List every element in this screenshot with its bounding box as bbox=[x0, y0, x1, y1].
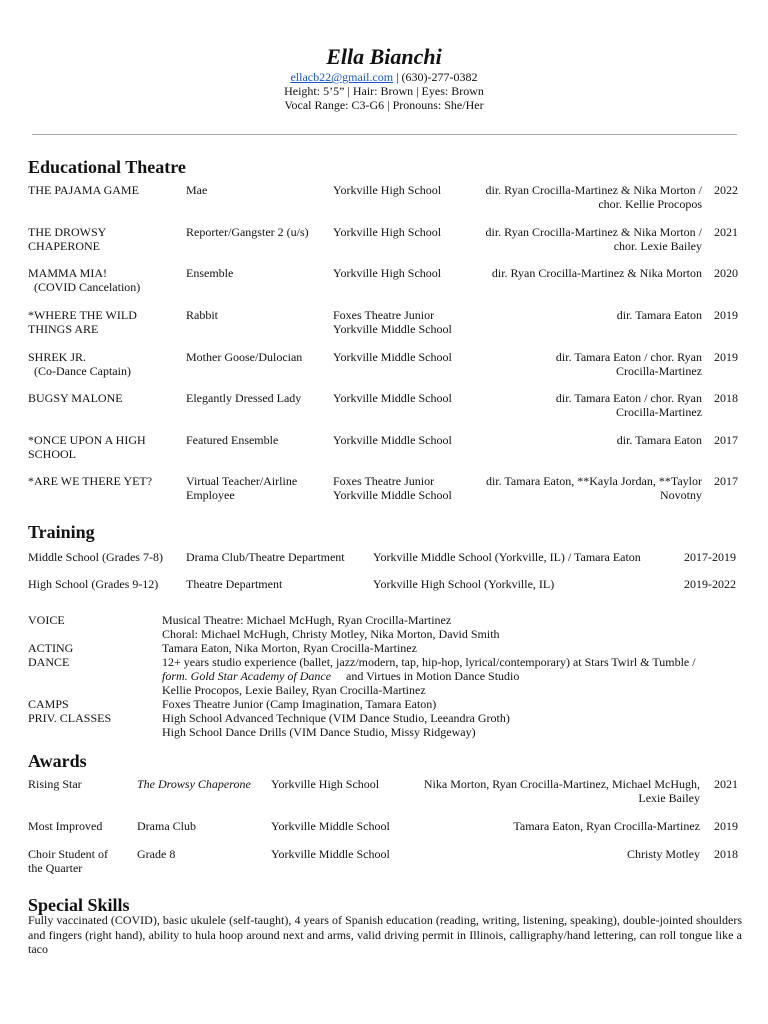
year-line: 2020 bbox=[714, 266, 738, 280]
show-title-line: THE DROWSY bbox=[28, 225, 107, 239]
award-venue-line: Yorkville Middle School bbox=[271, 819, 390, 833]
award-context bbox=[137, 777, 267, 791]
role-line: Virtual Teacher/Airline bbox=[186, 474, 298, 488]
training-detail-line bbox=[162, 711, 752, 725]
credits-line: chor. Kellie Procopos bbox=[598, 197, 702, 211]
venue-line: Foxes Theatre Junior bbox=[333, 474, 435, 488]
award-presenters-line: Christy Motley bbox=[626, 847, 700, 861]
award-context-line: Drama Club bbox=[137, 819, 196, 833]
credits-line: Crocilla-Martinez bbox=[616, 405, 702, 419]
role bbox=[186, 225, 331, 239]
award-year-line: 2021 bbox=[714, 777, 738, 791]
show-title bbox=[28, 474, 178, 488]
role-line: Rabbit bbox=[186, 308, 218, 322]
award-context-line: Grade 8 bbox=[137, 847, 176, 861]
role-line: Ensemble bbox=[186, 266, 234, 280]
training-detail-line bbox=[162, 655, 752, 669]
training-detail-line-line: Foxes Theatre Junior (Camp Imagination, Tamara Eaton) bbox=[162, 697, 437, 711]
email-link[interactable]: ellacb22@gmail.com bbox=[290, 70, 394, 84]
year-line: 2018 bbox=[714, 391, 738, 405]
resume-name: Ella Bianchi bbox=[326, 44, 442, 69]
training-detail-line-line: form. Gold Star Academy of Dance bbox=[162, 669, 332, 683]
credits bbox=[440, 183, 702, 211]
phone-number: | (630)-277-0382 bbox=[393, 70, 478, 84]
award-name-line: Choir Student of bbox=[28, 847, 108, 861]
venue-line: Yorkville Middle School bbox=[333, 488, 452, 502]
award-year bbox=[714, 777, 744, 791]
role bbox=[186, 433, 331, 447]
credits bbox=[440, 433, 702, 447]
venue-line: Yorkville Middle School bbox=[333, 391, 452, 405]
vocal-range: Vocal Range: C3-G6 | Pronouns: She/Her bbox=[284, 98, 484, 112]
credits-line: dir. Ryan Crocilla-Martinez & Nika Morton / bbox=[485, 183, 702, 197]
award-year bbox=[714, 819, 744, 833]
credits bbox=[440, 350, 702, 378]
year bbox=[714, 350, 744, 364]
credits bbox=[440, 391, 702, 419]
award-year bbox=[714, 847, 744, 861]
award-presenters bbox=[390, 819, 700, 833]
section-educational-theatre: Educational Theatre bbox=[28, 157, 186, 177]
credits bbox=[440, 308, 702, 322]
role bbox=[186, 350, 331, 364]
award-year-line: 2019 bbox=[714, 819, 738, 833]
venue-line: Yorkville High School bbox=[333, 183, 442, 197]
credits bbox=[440, 225, 702, 253]
training-category-label-line: DANCE bbox=[28, 655, 70, 669]
training-detail-line-line: 12+ years studio experience (ballet, jazz/modern, tap, hip-hop, lyrical/contemporary) at Stars Twirl & Tumble / bbox=[162, 655, 696, 669]
training-category-label-line: VOICE bbox=[28, 613, 65, 627]
credits-line: dir. Tamara Eaton bbox=[616, 433, 702, 447]
role-line: Mother Goose/Dulocian bbox=[186, 350, 303, 364]
training-detail-line-line: High School Dance Drills (VIM Dance Studio, Missy Ridgeway) bbox=[162, 725, 476, 739]
award-name bbox=[28, 819, 138, 833]
show-title-line: (Co-Dance Captain) bbox=[28, 364, 131, 378]
year bbox=[714, 433, 744, 447]
credits bbox=[440, 474, 702, 502]
year-line: 2017 bbox=[714, 433, 738, 447]
award-context bbox=[137, 847, 267, 861]
award-presenters-line: Lexie Bailey bbox=[638, 791, 700, 805]
show-title-line: MAMMA MIA! bbox=[28, 266, 108, 280]
show-title-line: SHREK JR. bbox=[28, 350, 87, 364]
training-category-label-line: ACTING bbox=[28, 641, 74, 655]
training-category-label bbox=[28, 697, 158, 711]
venue-line: Yorkville High School bbox=[333, 266, 442, 280]
role bbox=[186, 391, 331, 405]
role-line: Mae bbox=[186, 183, 208, 197]
year-line: 2021 bbox=[714, 225, 738, 239]
credits-line: dir. Tamara Eaton / chor. Ryan bbox=[555, 391, 702, 405]
award-name bbox=[28, 847, 138, 875]
role-line: Elegantly Dressed Lady bbox=[186, 391, 302, 405]
credits-line: dir. Tamara Eaton, **Kayla Jordan, **Taylor bbox=[485, 474, 702, 488]
training-detail-line bbox=[162, 697, 752, 711]
award-venue-line: Yorkville High School bbox=[271, 777, 380, 791]
training-detail-line-line: High School Advanced Technique (VIM Dance Studio, Leeandra Groth) bbox=[162, 711, 510, 725]
venue-line: Yorkville Middle School bbox=[333, 433, 452, 447]
credits bbox=[440, 266, 702, 280]
credits-line: dir. Tamara Eaton / chor. Ryan bbox=[555, 350, 702, 364]
training-years-line: 2017-2019 bbox=[684, 550, 736, 564]
show-title-line: SCHOOL bbox=[28, 447, 77, 461]
credits-line: Crocilla-Martinez bbox=[616, 364, 702, 378]
year bbox=[714, 308, 744, 322]
award-context-line: The Drowsy Chaperone bbox=[137, 777, 251, 791]
show-title bbox=[28, 225, 178, 253]
award-name bbox=[28, 777, 138, 791]
training-level bbox=[28, 550, 188, 564]
training-category-label bbox=[28, 613, 158, 627]
venue-line: Yorkville Middle School bbox=[333, 322, 452, 336]
training-level bbox=[28, 577, 188, 591]
show-title-line: *ARE WE THERE YET? bbox=[28, 474, 153, 488]
award-context bbox=[137, 819, 267, 833]
training-place bbox=[373, 577, 673, 591]
venue-line: Foxes Theatre Junior bbox=[333, 308, 435, 322]
role-line: Featured Ensemble bbox=[186, 433, 279, 447]
contact-line bbox=[0, 70, 768, 84]
venue-line: Yorkville Middle School bbox=[333, 350, 452, 364]
year bbox=[714, 391, 744, 405]
show-title-line: *WHERE THE WILD bbox=[28, 308, 137, 322]
role-line: Reporter/Gangster 2 (u/s) bbox=[186, 225, 309, 239]
year bbox=[714, 474, 744, 488]
dance-studio-continuation: and Virtues in Motion Dance Studio bbox=[343, 669, 520, 683]
show-title-line: BUGSY MALONE bbox=[28, 391, 123, 405]
training-category-label bbox=[28, 655, 158, 669]
show-title bbox=[28, 266, 178, 294]
training-detail-line-line: Choral: Michael McHugh, Christy Motley, Nika Morton, David Smith bbox=[162, 627, 500, 641]
special-skills-text: Fully vaccinated (COVID), basic ukulele (self-taught), 4 years of Spanish education (reading, writing, listening, speaking), double-jointed shoulders and fingers (right hand), ability to hula hoop around next and arms, valid driving permit in Illinois, calligraphy/hand lettering, can roll tongue like a taco bbox=[28, 913, 742, 956]
training-place-line: Yorkville High School (Yorkville, IL) bbox=[373, 577, 555, 591]
year-line: 2017 bbox=[714, 474, 738, 488]
training-detail-line bbox=[162, 683, 752, 697]
training-program bbox=[186, 550, 371, 564]
award-year-line: 2018 bbox=[714, 847, 738, 861]
training-years bbox=[684, 577, 744, 591]
show-title bbox=[28, 391, 178, 405]
role-line: Employee bbox=[186, 488, 235, 502]
year-line: 2022 bbox=[714, 183, 738, 197]
award-venue-line: Yorkville Middle School bbox=[271, 847, 390, 861]
training-category-label-line: PRIV. CLASSES bbox=[28, 711, 112, 725]
year-line: 2019 bbox=[714, 350, 738, 364]
year-line: 2019 bbox=[714, 308, 738, 322]
credits-line: dir. Ryan Crocilla-Martinez & Nika Morton / bbox=[485, 225, 702, 239]
training-category-label-line: CAMPS bbox=[28, 697, 69, 711]
training-detail-line bbox=[162, 627, 752, 641]
physical-stats: Height: 5’5” | Hair: Brown | Eyes: Brown bbox=[284, 84, 484, 98]
credits-line: chor. Lexie Bailey bbox=[613, 239, 702, 253]
training-years bbox=[684, 550, 744, 564]
training-years-line: 2019-2022 bbox=[684, 577, 736, 591]
show-title-line: CHAPERONE bbox=[28, 239, 101, 253]
training-detail-line bbox=[162, 641, 752, 655]
show-title bbox=[28, 433, 178, 461]
training-level-line: High School (Grades 9-12) bbox=[28, 577, 159, 591]
training-category-label bbox=[28, 711, 158, 725]
show-title bbox=[28, 308, 178, 336]
role bbox=[186, 266, 331, 280]
credits-line: dir. Tamara Eaton bbox=[616, 308, 702, 322]
show-title-line: THINGS ARE bbox=[28, 322, 99, 336]
training-place bbox=[373, 550, 673, 564]
credits-line: dir. Ryan Crocilla-Martinez & Nika Morton bbox=[491, 266, 702, 280]
award-name-line: the Quarter bbox=[28, 861, 83, 875]
section-awards: Awards bbox=[28, 751, 87, 771]
show-title-line: THE PAJAMA GAME bbox=[28, 183, 139, 197]
header-divider bbox=[32, 134, 737, 135]
show-title-line: *ONCE UPON A HIGH bbox=[28, 433, 146, 447]
section-special-skills: Special Skills bbox=[28, 895, 130, 915]
training-place-line: Yorkville Middle School (Yorkville, IL) / Tamara Eaton bbox=[373, 550, 641, 564]
year bbox=[714, 183, 744, 197]
award-presenters-line: Tamara Eaton, Ryan Crocilla-Martinez bbox=[513, 819, 700, 833]
training-program-line: Theatre Department bbox=[186, 577, 283, 591]
role bbox=[186, 183, 331, 197]
training-detail-line bbox=[162, 613, 752, 627]
section-training: Training bbox=[28, 522, 95, 542]
show-title-line: (COVID Cancelation) bbox=[28, 280, 141, 294]
training-level-line: Middle School (Grades 7-8) bbox=[28, 550, 163, 564]
credits-line: Novotny bbox=[660, 488, 702, 502]
training-detail-line-line: Kellie Procopos, Lexie Bailey, Ryan Crocilla-Martinez bbox=[162, 683, 426, 697]
venue-line: Yorkville High School bbox=[333, 225, 442, 239]
training-detail-line bbox=[162, 725, 752, 739]
year bbox=[714, 266, 744, 280]
training-program bbox=[186, 577, 371, 591]
show-title bbox=[28, 350, 178, 378]
award-presenters bbox=[390, 847, 700, 861]
award-presenters bbox=[390, 777, 700, 805]
award-presenters-line: Nika Morton, Ryan Crocilla-Martinez, Michael McHugh, bbox=[423, 777, 700, 791]
training-category-label bbox=[28, 641, 158, 655]
role bbox=[186, 308, 331, 322]
year bbox=[714, 225, 744, 239]
role bbox=[186, 474, 331, 502]
award-name-line: Rising Star bbox=[28, 777, 82, 791]
training-detail-line-line: Tamara Eaton, Nika Morton, Ryan Crocilla-Martinez bbox=[162, 641, 417, 655]
show-title bbox=[28, 183, 178, 197]
award-name-line: Most Improved bbox=[28, 819, 103, 833]
training-detail-line-line: Musical Theatre: Michael McHugh, Ryan Crocilla-Martinez bbox=[162, 613, 452, 627]
training-program-line: Drama Club/Theatre Department bbox=[186, 550, 345, 564]
